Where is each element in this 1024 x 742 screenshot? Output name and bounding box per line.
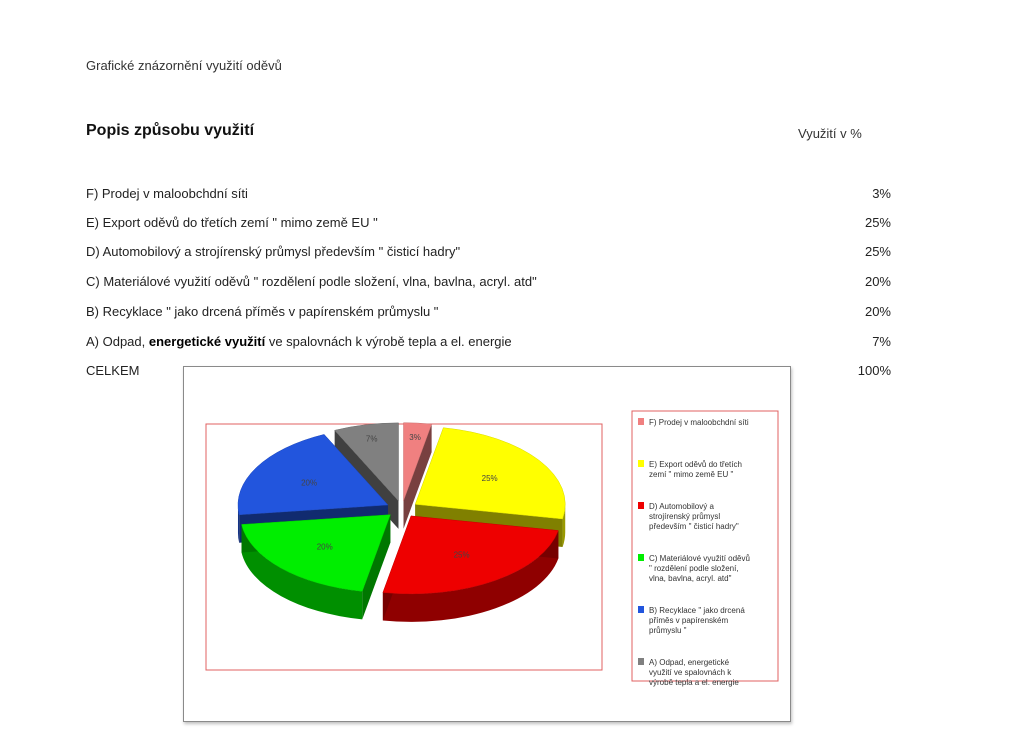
legend-label: výrobě tepla a el. energie — [649, 678, 739, 687]
legend-label: průmyslu " — [649, 626, 687, 635]
row-label: D) Automobilový a strojírenský průmysl především " čisticí hadry" — [86, 244, 461, 259]
column-header: Využití v % — [798, 126, 862, 141]
table-row — [86, 186, 891, 204]
legend-label: vlna, bavlna, acryl. atd" — [649, 574, 732, 583]
legend-label: C) Materiálové využití oděvů — [649, 554, 750, 563]
row-value: 25% — [864, 244, 891, 259]
legend-label: F) Prodej v maloobchdní síti — [649, 418, 749, 427]
table-row — [86, 334, 891, 352]
legend-label: E) Export oděvů do třetích — [649, 460, 742, 469]
legend-label: využití ve spalovnách k — [649, 668, 732, 677]
slice-label: 20% — [301, 478, 318, 488]
row-value: 25% — [864, 215, 891, 230]
slice-label: 7% — [365, 434, 378, 444]
legend-label: příměs v papírenském — [649, 616, 729, 625]
row-label-prefix: A) Odpad, — [86, 334, 149, 349]
legend-label: B) Recyklace " jako drcená — [649, 606, 745, 615]
row-label-suffix: ve spalovnách k výrobě tepla a el. energie — [265, 334, 512, 349]
legend-label: " rozdělení podle složení, — [649, 564, 739, 573]
slice-label: 3% — [409, 433, 421, 443]
row-label: C) Materiálové využití oděvů " rozdělení podle složení, vlna, bavlna, acryl. atd" — [86, 274, 537, 289]
document-title: Grafické znázornění využití oděvů — [86, 58, 282, 73]
row-label: B) Recyklace " jako drcená příměs v papírenském průmyslu " — [86, 304, 439, 319]
slice-label: 25% — [481, 474, 498, 484]
legend-label: především " čisticí hadry" — [649, 522, 739, 531]
legend-label: zemí " mimo země EU " — [649, 470, 734, 479]
legend-swatch — [638, 606, 644, 613]
legend-swatch — [638, 554, 644, 561]
row-value: 20% — [864, 274, 891, 289]
chart-frame — [183, 366, 791, 722]
legend-label: A) Odpad, energetické — [649, 658, 730, 667]
table-row — [86, 215, 891, 233]
row-value: 7% — [872, 334, 891, 349]
row-label: F) Prodej v maloobchdní síti — [86, 186, 248, 201]
section-heading: Popis způsobu využití — [86, 122, 255, 139]
slice-label: 20% — [316, 542, 333, 552]
legend-label: D) Automobilový a — [649, 502, 714, 511]
legend-swatch — [638, 658, 644, 665]
legend-swatch — [638, 502, 644, 509]
table-row — [86, 304, 891, 322]
row-label — [86, 334, 512, 349]
slice-label: 25% — [453, 550, 470, 560]
total-label: CELKEM — [86, 363, 140, 378]
table-row — [86, 274, 891, 292]
row-value: 3% — [872, 186, 891, 201]
row-label: E) Export oděvů do třetích zemí " mimo země EU " — [86, 215, 378, 230]
row-label-bold: energetické využití — [148, 334, 266, 349]
legend-swatch — [638, 418, 644, 425]
legend-swatch — [638, 460, 644, 467]
total-value: 100% — [857, 363, 891, 378]
pie-chart — [184, 367, 790, 721]
legend-label: strojírenský průmysl — [649, 512, 721, 521]
table-row — [86, 244, 891, 262]
row-value: 20% — [864, 304, 891, 319]
legend-box — [632, 411, 778, 681]
